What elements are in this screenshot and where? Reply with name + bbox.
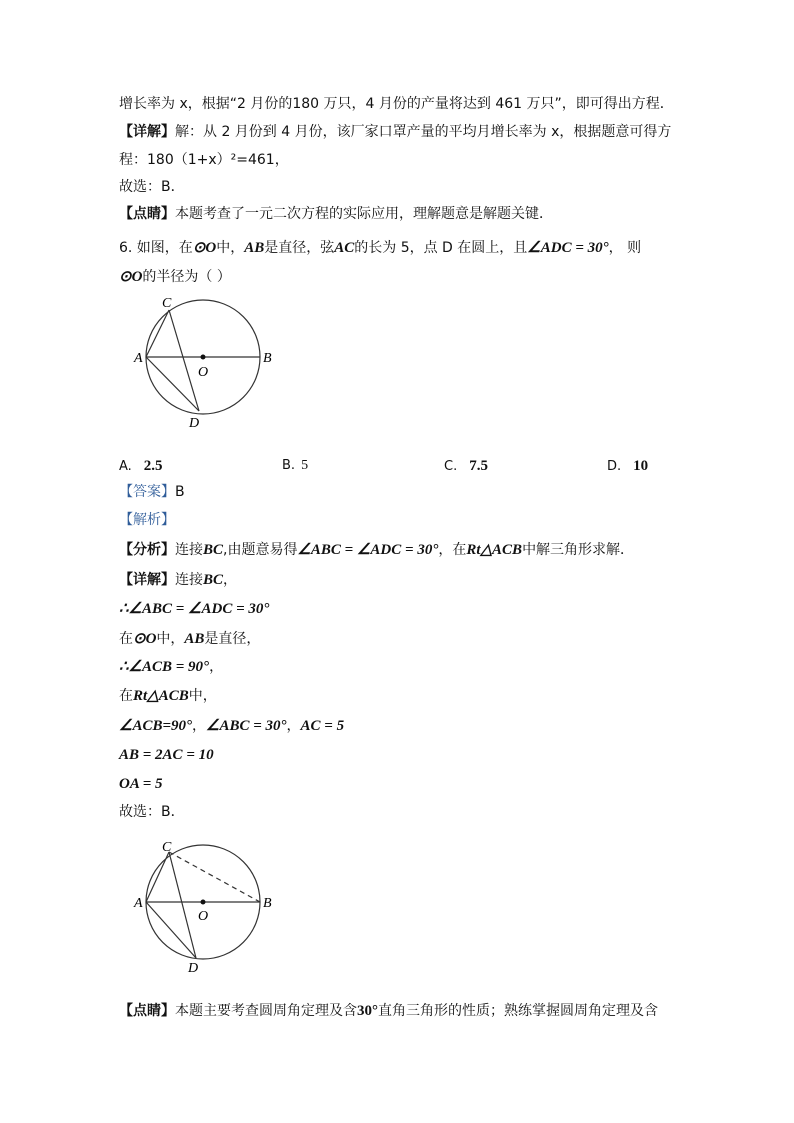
label-D: D (188, 961, 199, 976)
circle-figure-1 (125, 290, 285, 435)
center-point (201, 355, 206, 360)
intro-line-1: 增长率为 x，根据“2 月份的180 万只，4 月份的产量将达到 461 万只”，即可得出方程． (119, 96, 674, 112)
detail-line-1: 【详解】连接BC， (119, 572, 238, 588)
chord-AC (146, 310, 169, 357)
dianjing-line: 【点睛】本题主要考查圆周角定理及含30°直角三角形的性质；熟练掌握圆周角定理及含 (119, 1003, 658, 1019)
intro-line-4: 故选：B． (119, 179, 185, 195)
detail-line-4: ∴∠ACB = 90°， (119, 659, 224, 675)
answer-line: 【答案】B (119, 484, 185, 500)
label-A: A (134, 896, 143, 911)
question-line-2: ⊙O的半径为（ ） (119, 269, 231, 285)
label-O: O (198, 909, 209, 924)
intro-line-2: 【详解】解：从 2 月份到 4 月份，该厂家口罩产量的平均月增长率为 x，根据题意可得方 (119, 124, 672, 140)
detail-line-3: 在⊙O中，AB是直径， (119, 631, 261, 647)
analysis-heading: 【解析】 (119, 512, 175, 528)
dashed-chord-BC (169, 852, 260, 902)
detail-line-7: AB = 2AC = 10 (119, 747, 214, 763)
detail-line-2: ∴∠ABC = ∠ADC = 30° (119, 601, 270, 617)
option-a: A. 2.5 (119, 458, 163, 474)
detail-line-8: OA = 5 (119, 776, 163, 792)
label-B: B (263, 896, 272, 911)
option-b: B. 5 (282, 458, 309, 473)
label-O: O (198, 365, 209, 380)
label-C: C (162, 296, 172, 311)
circle-figure-2 (125, 835, 285, 980)
detail-line-5: 在Rt△ACB中， (119, 688, 217, 704)
option-d: D. 10 (607, 458, 649, 474)
question-line-1: 6. 如图，在⊙O中，AB是直径，弦AC的长为 5，点 D 在圆上，且∠ADC = 30°， 则 (119, 240, 642, 256)
intro-line-5: 【点睛】本题考查了一元二次方程的实际应用，理解题意是解题关键． (119, 206, 553, 222)
detail-line-9: 故选：B． (119, 804, 185, 820)
option-c: C. 7.5 (444, 458, 488, 474)
label-D: D (189, 416, 200, 431)
detail-line-6: ∠ACB=90°，∠ABC = 30°，AC = 5 (119, 718, 345, 734)
center-point (201, 900, 206, 905)
chord-AC (146, 852, 169, 902)
fenxi-line: 【分析】连接BC,由题意易得∠ABC = ∠ADC = 30°，在Rt△ACB中解三角形求解． (119, 542, 635, 558)
intro-line-3: 程：180（1+x）²=461， (119, 152, 289, 168)
label-A: A (134, 351, 143, 366)
label-B: B (263, 351, 272, 366)
label-C: C (162, 840, 172, 855)
